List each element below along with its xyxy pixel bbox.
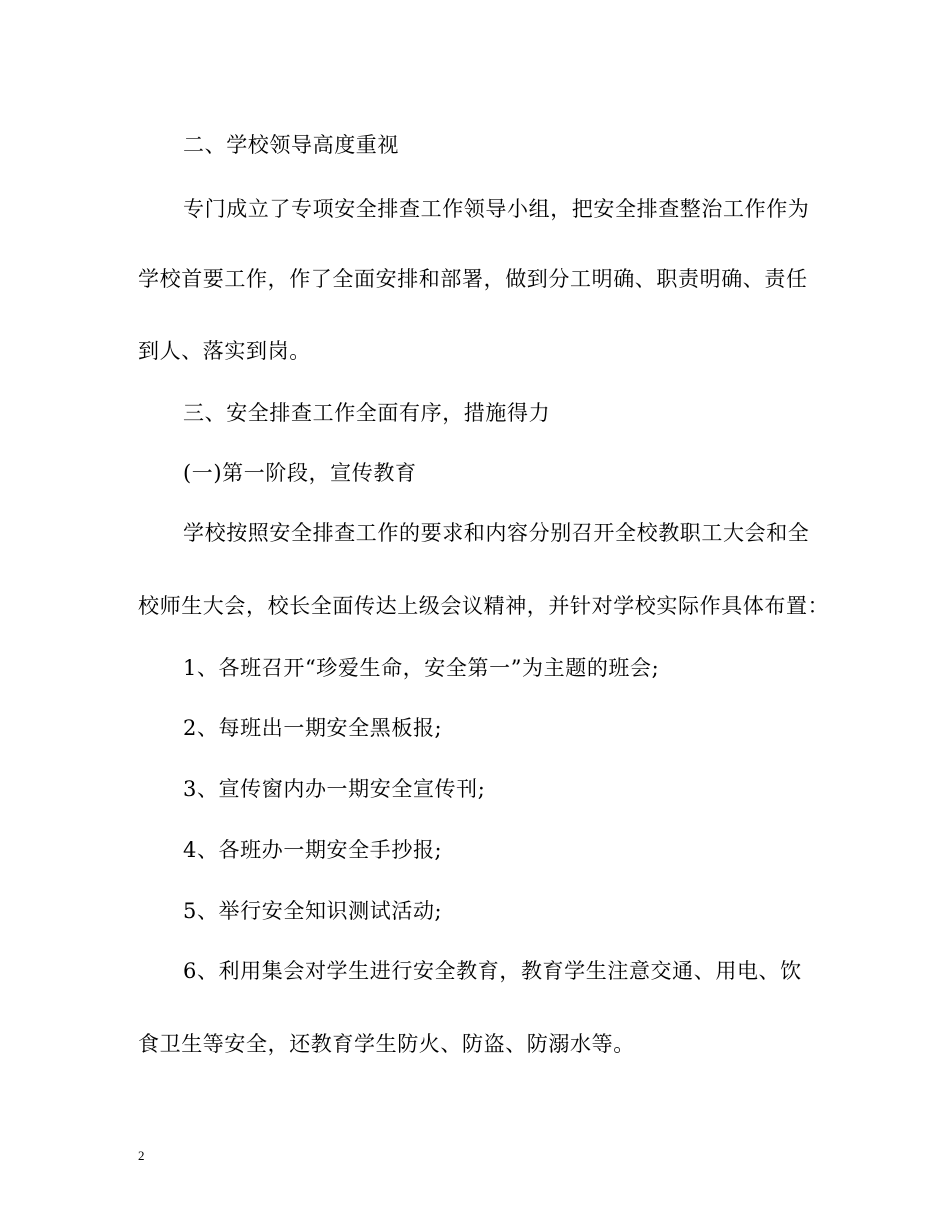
list-item: 6、利用集会对学生进行安全教育，教育学生注意交通、用电、饮 — [183, 959, 802, 983]
paragraph-line: 学校按照安全排查工作的要求和内容分别召开全校教职工大会和全 — [183, 521, 810, 545]
section-heading-2: 二、学校领导高度重视 — [183, 133, 399, 157]
section-heading-3: 三、安全排查工作全面有序，措施得力 — [183, 401, 551, 425]
list-item: 4、各班办一期安全手抄报; — [183, 838, 443, 862]
list-item: 3、宣传窗内办一期安全宣传刊; — [183, 777, 486, 801]
paragraph-line: 专门成立了专项安全排查工作领导小组，把安全排查整治工作作为 — [183, 197, 810, 221]
subsection-heading: (一)第一阶段，宣传教育 — [183, 461, 417, 485]
page-number: 2 — [138, 1148, 145, 1163]
paragraph-line: 校师生大会，校长全面传达上级会议精神，并针对学校实际作具体布置： — [138, 594, 830, 618]
list-item: 2、每班出一期安全黑板报; — [183, 716, 443, 740]
list-item: 5、举行安全知识测试活动; — [183, 899, 443, 923]
list-item: 1、各班召开“珍爱生命，安全第一”为主题的班会; — [183, 656, 660, 680]
paragraph-line: 到人、落实到岗。 — [138, 339, 311, 363]
paragraph-line: 学校首要工作，作了全面安排和部署，做到分工明确、职责明确、责任 — [138, 267, 808, 291]
paragraph-line: 食卫生等安全，还教育学生防火、防盗、防溺水等。 — [138, 1032, 635, 1056]
